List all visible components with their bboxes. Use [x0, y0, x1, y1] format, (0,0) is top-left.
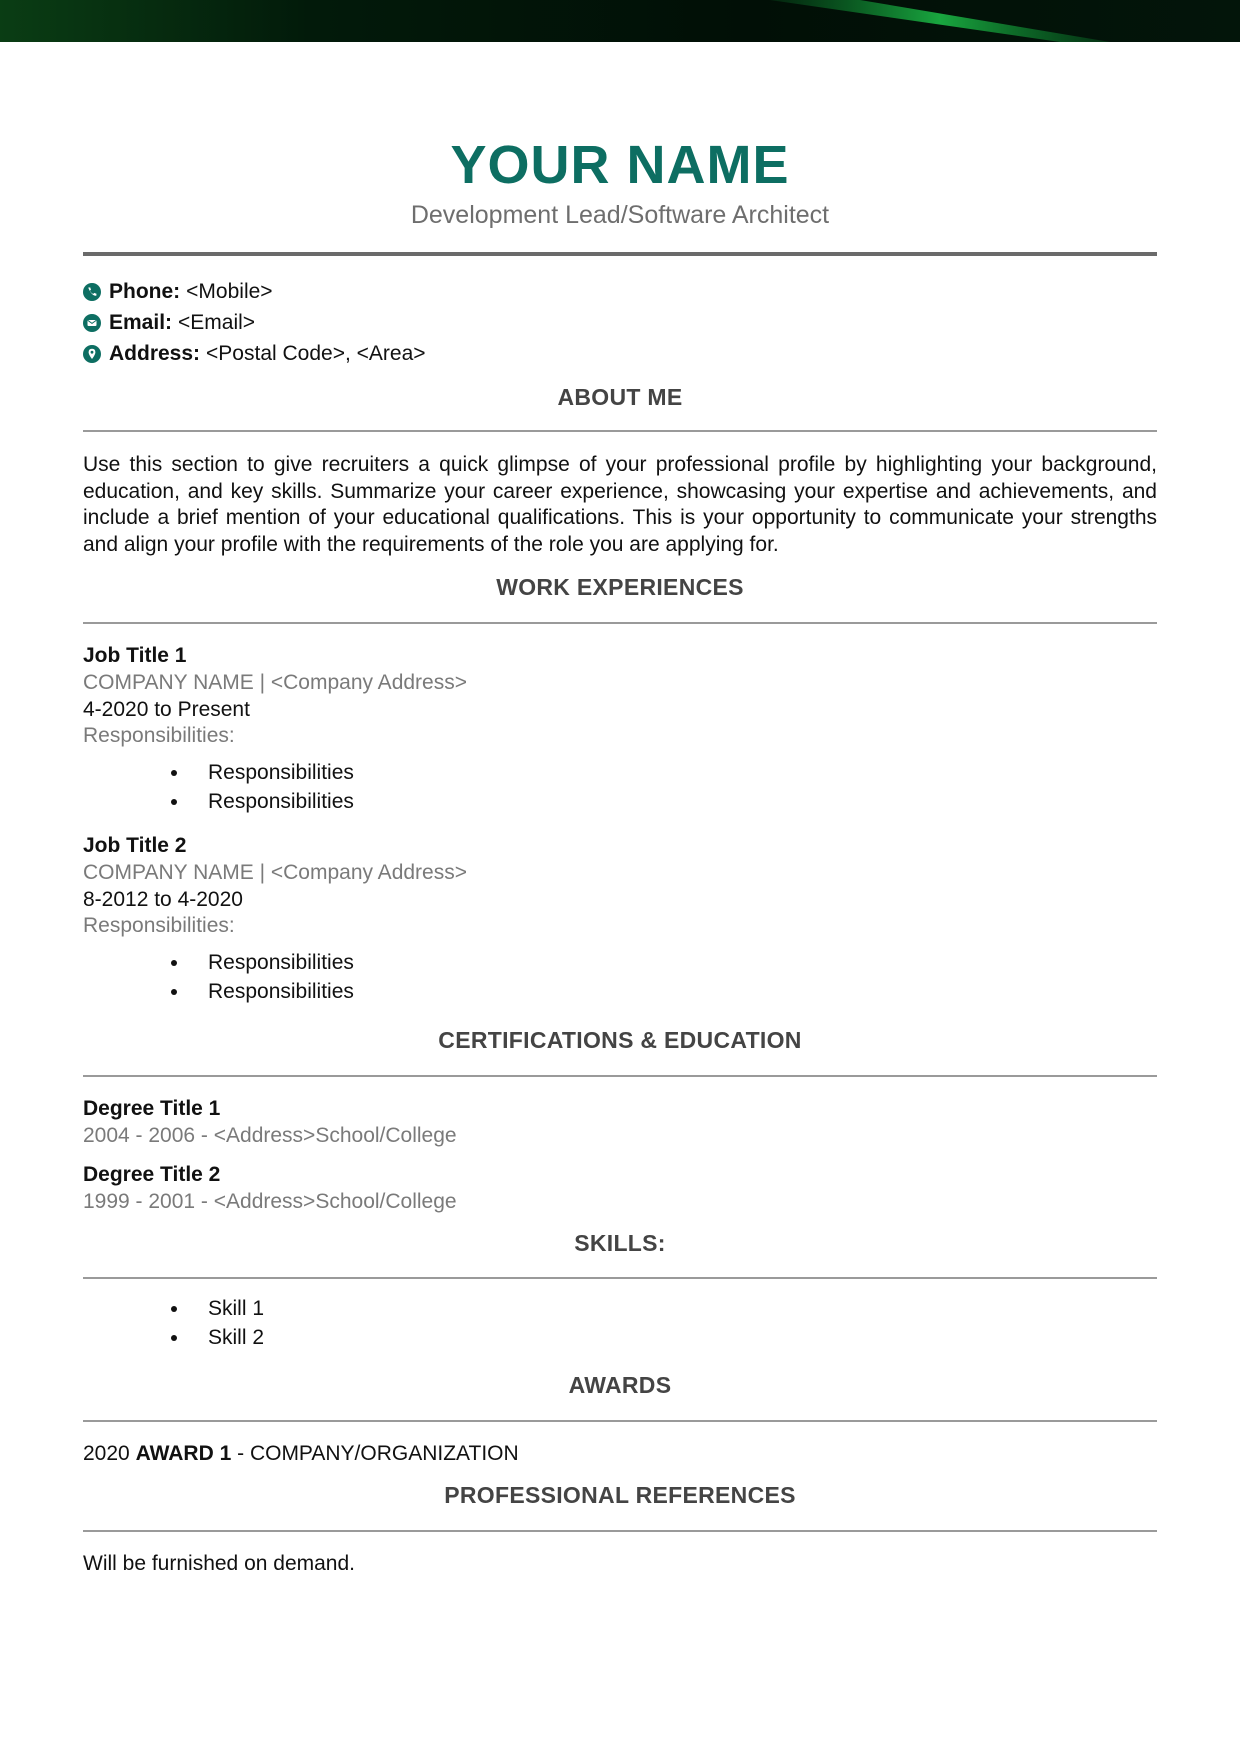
job-title: Job Title 1 [83, 644, 187, 667]
job-company: COMPANY NAME | <Company Address> [83, 860, 467, 884]
awards-heading: AWARDS [568, 1372, 672, 1398]
job-responsibilities-list [83, 758, 1157, 816]
address-label: Address: [109, 342, 201, 365]
email-icon [83, 314, 101, 332]
job-responsibilities-list [83, 948, 1157, 1006]
references-heading: PROFESSIONAL REFERENCES [444, 1482, 796, 1508]
job-title-subtitle: Development Lead/Software Architect [410, 201, 830, 229]
job-responsibilities-label: Responsibilities: [83, 724, 235, 748]
about-heading: ABOUT ME [557, 384, 683, 410]
address-value: <Postal Code>, <Area> [206, 342, 426, 365]
education-heading: CERTIFICATIONS & EDUCATION [438, 1027, 802, 1053]
job-entry-2 [83, 833, 1157, 1006]
award-separator: - [237, 1442, 245, 1465]
references-block [83, 1551, 1157, 1578]
contact-block [83, 276, 426, 369]
job-dates: 8-2012 to 4-2020 [83, 887, 243, 911]
list-item: Responsibilities [83, 787, 1157, 816]
list-item: Responsibilities [83, 758, 1157, 787]
contact-address-row [83, 338, 426, 369]
award-year: 2020 [83, 1442, 130, 1465]
work-divider [83, 622, 1157, 624]
skills-list [83, 1294, 1157, 1352]
references-divider [83, 1530, 1157, 1532]
candidate-name: YOUR NAME [450, 135, 790, 195]
header-divider [83, 252, 1157, 256]
degree-entry-1 [83, 1096, 1157, 1150]
work-heading: WORK EXPERIENCES [496, 574, 744, 600]
award-entry [83, 1441, 1157, 1468]
award-name: AWARD 1 [135, 1442, 232, 1465]
list-item: Responsibilities [83, 948, 1157, 977]
skills-block [83, 1286, 1157, 1352]
contact-phone-row [83, 276, 426, 307]
location-icon [83, 345, 101, 363]
list-item: Skill 1 [83, 1294, 1157, 1323]
references-text: Will be furnished on demand. [83, 1552, 355, 1575]
degree-details: 1999 - 2001 - <Address>School/College [83, 1189, 457, 1213]
job-entry-1 [83, 643, 1157, 816]
awards-divider [83, 1420, 1157, 1422]
top-decorative-band [0, 0, 1240, 42]
phone-icon [83, 283, 101, 301]
top-band-graphic [0, 0, 1240, 42]
phone-value: <Mobile> [186, 280, 273, 303]
job-responsibilities-label: Responsibilities: [83, 914, 235, 938]
about-divider [83, 430, 1157, 432]
phone-label: Phone: [109, 280, 181, 303]
job-title: Job Title 2 [83, 834, 187, 857]
education-divider [83, 1075, 1157, 1077]
job-company: COMPANY NAME | <Company Address> [83, 670, 467, 694]
degree-entry-2 [83, 1162, 1157, 1216]
skills-heading: SKILLS: [574, 1230, 666, 1256]
list-item: Responsibilities [83, 977, 1157, 1006]
degree-title: Degree Title 1 [83, 1097, 221, 1120]
contact-email-row [83, 307, 426, 338]
degree-details: 2004 - 2006 - <Address>School/College [83, 1123, 457, 1147]
about-text: Use this section to give recruiters a quick glimpse of your professional profile by highlighting your background, education, and key skills. Summarize your career experience, showcasing your expertise and achievements, and include a brief mention of your educational qualifications. This is your opportunity to communicate your strengths and align your profile with the requirements of the role you are applying for. [83, 453, 1157, 556]
degree-title: Degree Title 2 [83, 1163, 221, 1186]
job-dates: 4-2020 to Present [83, 697, 250, 721]
email-label: Email: [109, 311, 173, 334]
award-line [83, 1441, 1157, 1468]
award-org: COMPANY/ORGANIZATION [249, 1442, 519, 1465]
skills-divider [83, 1277, 1157, 1279]
list-item: Skill 2 [83, 1323, 1157, 1352]
email-value: <Email> [178, 311, 256, 334]
